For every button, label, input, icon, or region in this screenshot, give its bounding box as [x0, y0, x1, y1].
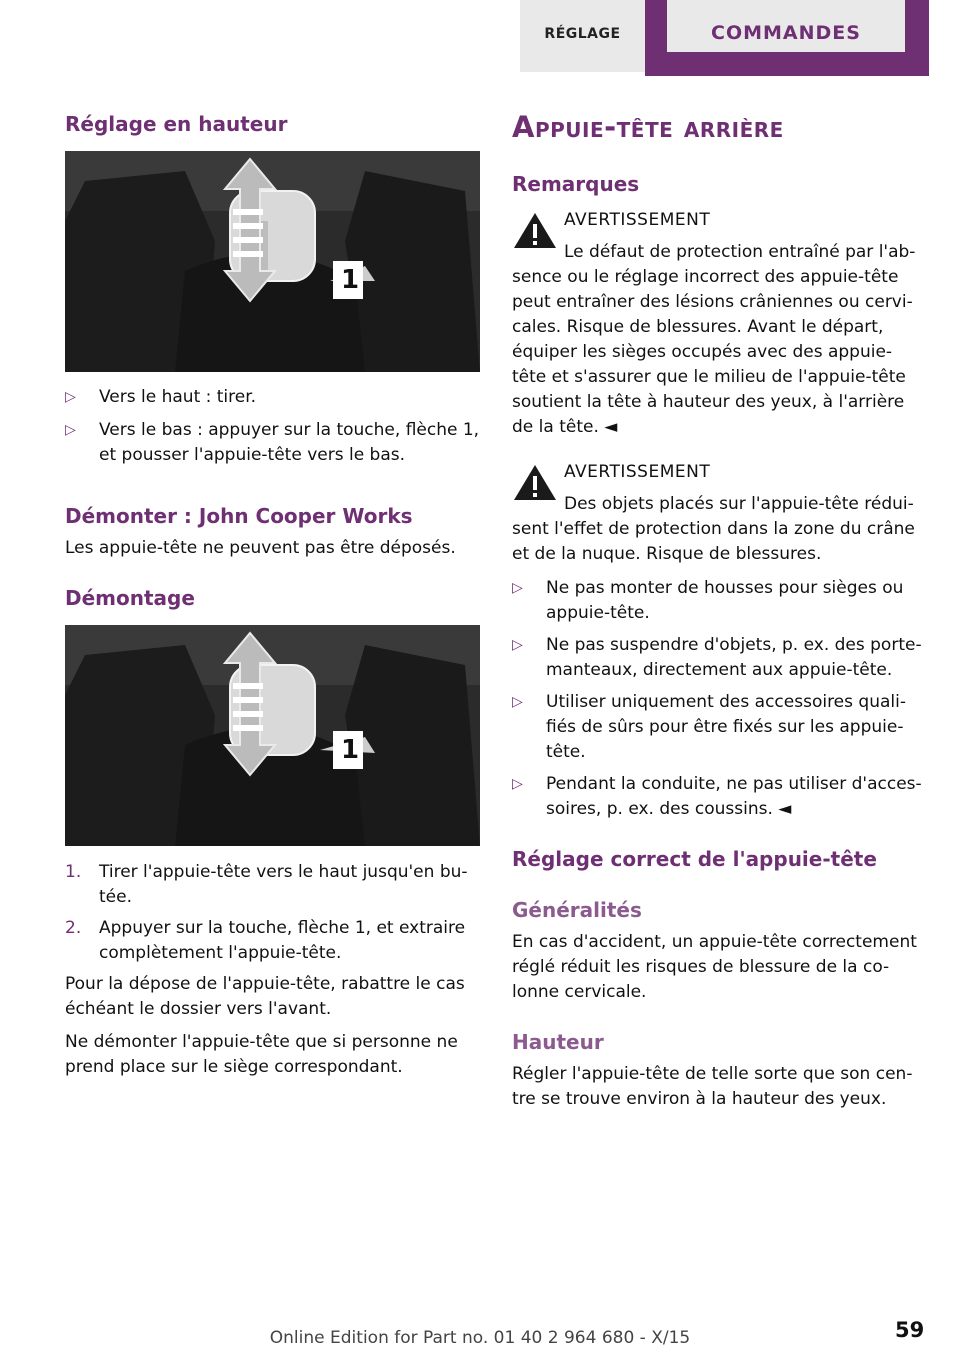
- chapter-tab-label: COMMANDES: [711, 22, 861, 44]
- triangle-bullet-icon: ▷: [512, 694, 523, 710]
- figure2-callout: 1: [341, 735, 360, 765]
- warning2-title: AVERTISSEMENT: [564, 462, 711, 482]
- heading-height: Hauteur: [512, 1030, 604, 1054]
- warning2-line: Des objets placés sur l'appuie-tête rédui-: [564, 494, 914, 514]
- section-tab-label: RÉGLAGE: [544, 26, 621, 42]
- paragraph: prend place sur le siège correspondant.: [65, 1057, 403, 1077]
- heading-removal: Démontage: [65, 586, 195, 610]
- paragraph: échéant le dossier vers l'avant.: [65, 999, 332, 1019]
- heading-general: Généralités: [512, 898, 642, 922]
- triangle-bullet-icon: ▷: [65, 389, 76, 405]
- paragraph: Ne démonter l'appuie-tête que si personne ne: [65, 1032, 458, 1052]
- step-number: 2.: [65, 918, 82, 938]
- warning1-line: Le défaut de protection entraîné par l'ab-: [564, 242, 916, 262]
- jcw-text: Les appuie-tête ne peuvent pas être déposés.: [65, 538, 456, 558]
- heading-correct-adjust: Réglage correct de l'appuie-tête: [512, 847, 877, 871]
- triangle-bullet-icon: ▷: [512, 580, 523, 596]
- edition-footer: Online Edition for Part no. 01 40 2 964 680 - X/15: [269, 1328, 691, 1348]
- warning1-line: cales. Risque de blessures. Avant le départ,: [512, 317, 884, 337]
- heading-notes: Remarques: [512, 172, 640, 196]
- heading-rear-headrests: Appuie-tête arrière: [512, 110, 784, 144]
- warning1-line: tête et s'assurer que le milieu de l'appuie-tête: [512, 367, 906, 387]
- warning1-line: sence ou le réglage incorrect des appuie-tête: [512, 267, 899, 287]
- height-line: tre se trouve environ à la hauteur des yeux.: [512, 1089, 887, 1109]
- list-item: ▷ Ne pas monter de housses pour sièges ou appuie-tête.: [512, 578, 904, 623]
- warning1-line: soutient la tête à hauteur des yeux, à l'arrière: [512, 392, 905, 412]
- list-item: ▷ Ne pas suspendre d'objets, p. ex. des porte- manteaux, directement aux appuie-tête.: [512, 635, 922, 680]
- list-item: ▷ Vers le bas : appuyer sur la touche, flèche 1, et pousser l'appuie-tête vers le bas.: [65, 420, 480, 465]
- warning-triangle-icon: [512, 462, 558, 502]
- heading-jcw: Démonter : John Cooper Works: [65, 504, 413, 528]
- warning1-line: peut entraîner des lésions crâniennes ou cervi-: [512, 292, 913, 312]
- general-line: réglé réduit les risques de blessure de la co-: [512, 957, 890, 977]
- step-number: 1.: [65, 862, 82, 882]
- list-item: ▷ Utiliser uniquement des accessoires quali- fiés de sûrs pour être fixés sur les appuie- tête.: [512, 692, 906, 762]
- section-tab: [520, 0, 645, 72]
- heading-height-adjust: Réglage en hauteur: [65, 112, 288, 136]
- triangle-bullet-icon: ▷: [512, 776, 523, 792]
- warning1-title: AVERTISSEMENT: [564, 210, 711, 230]
- warning1-line: de la tête. ◄: [512, 417, 618, 437]
- warning2-line: et de la nuque. Risque de blessures.: [512, 544, 822, 564]
- general-line: En cas d'accident, un appuie-tête correctement: [512, 932, 917, 952]
- paragraph: Pour la dépose de l'appuie-tête, rabattre le cas: [65, 974, 465, 994]
- list-item: ▷ Vers le haut : tirer.: [65, 385, 480, 410]
- step-item: 1. Tirer l'appuie-tête vers le haut jusqu'en bu- tée.: [65, 862, 468, 907]
- figure1-callout: 1: [341, 265, 360, 295]
- page-number: 59: [895, 1318, 925, 1342]
- headrest-figure-2: [65, 625, 480, 846]
- headrest-figure-1: [65, 151, 480, 372]
- list-item: ▷ Pendant la conduite, ne pas utiliser d'acces- soires, p. ex. des coussins. ◄: [512, 774, 922, 819]
- triangle-bullet-icon: ▷: [65, 422, 76, 438]
- step-item: 2. Appuyer sur la touche, flèche 1, et extraire complètement l'appuie-tête.: [65, 918, 466, 963]
- height-line: Régler l'appuie-tête de telle sorte que son cen-: [512, 1064, 913, 1084]
- warning1-line: équiper les sièges occupés avec des appuie-: [512, 342, 893, 362]
- triangle-bullet-icon: ▷: [512, 637, 523, 653]
- chapter-tab: [645, 0, 929, 76]
- warning2-line: sent l'effet de protection dans la zone du crâne: [512, 519, 915, 539]
- warning-triangle-icon: [512, 210, 558, 250]
- general-line: lonne cervicale.: [512, 982, 647, 1002]
